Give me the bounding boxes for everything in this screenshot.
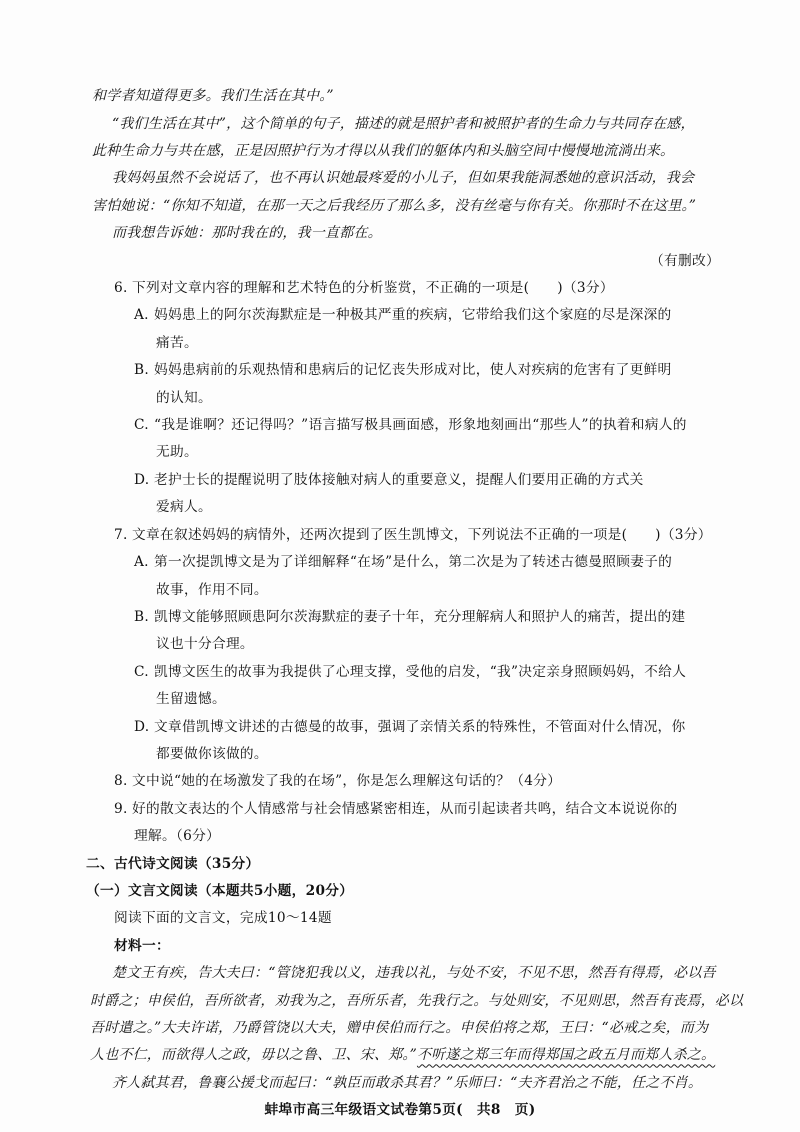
question-number: 6.	[114, 280, 128, 297]
classical-text-line: 楚文王有疾，告大夫曰：“管饶犯我以义，违我以礼，与处不安，不见不思，然吾有得焉，必以吾	[112, 965, 716, 982]
option-6b: B. 妈妈患病前的乐观热情和患病后的记忆丧失形成对比，使人对疾病的危害有了更鲜明	[134, 362, 672, 379]
question-9-stem: 9. 好的散文表达的个人情感常与社会情感紧密相连，从而引起读者共鸣，结合文本说说你的	[114, 794, 678, 824]
question-7-stem: 7. 文章在叙述妈妈的病情外，还两次提到了医生凯博文，下列说法不正确的一项是( )（3分）	[114, 520, 712, 550]
question-8-stem: 8. 文中说“她的在场激发了我的在场”，你是怎么理解这句话的？（4分）	[114, 766, 561, 796]
passage-line: 和学者知道得更多。我们生活在其中。”	[92, 88, 334, 105]
passage-line: 我妈妈虽然不会说话了，也不再认识她最疼爱的小儿子，但如果我能洞悉她的意识活动，我会	[112, 170, 695, 187]
option-6d-cont: 爱病人。	[156, 499, 212, 516]
option-6c-cont: 无助。	[156, 444, 198, 461]
question-9-cont: 理解。（6分）	[134, 828, 221, 845]
classical-text-line	[90, 1040, 715, 1070]
page-footer: 蚌埠市高三年级语文试卷第5页( 共8 页)	[264, 1102, 536, 1119]
passage-line: 而我想告诉她：那时我在的，我一直都在。	[112, 225, 382, 242]
option-6c: C. “我是谁啊？还记得吗？”语言描写极具画面感，形象地刻画出“那些人”的执着和病人的	[134, 417, 687, 434]
classical-text-line: 齐人弑其君，鲁襄公援戈而起曰：“孰臣而敢杀其君？”乐师曰：“夫齐君治之不能，任之不肖。	[112, 1074, 703, 1091]
option-6b-cont: 的认知。	[156, 389, 212, 406]
question-number: 7.	[114, 526, 128, 543]
passage-line: “我们生活在其中”，这个简单的句子，描述的就是照护者和被照护者的生命力与共同存在感，	[112, 115, 695, 132]
question-6-stem: 6. 下列对文章内容的理解和艺术特色的分析鉴赏，不正确的一项是( )（3分）	[114, 273, 614, 303]
question-number: 8.	[114, 773, 128, 790]
classical-text-line: 吾时遣之。”大夫许诺，乃爵管饶以大夫，赠申侯伯而行之。申侯伯将之郑，王曰：“必戒之矣，而为	[90, 1019, 709, 1036]
edit-note: （有删改）	[650, 252, 720, 269]
option-6a: A. 妈妈患上的阿尔茨海默症是一种极其严重的疾病，它带给我们这个家庭的尽是深深的	[134, 307, 672, 324]
material-label: 材料一：	[114, 937, 170, 954]
option-7b: B. 凯博文能够照顾患阿尔茨海默症的妻子十年，充分理解病人和照护人的痛苦，提出的建	[134, 608, 686, 625]
option-7b-cont: 议也十分合理。	[156, 636, 254, 653]
option-7c-cont: 生留遗憾。	[156, 691, 226, 708]
option-7a: A. 第一次提凯博文是为了详细解释“在场”是什么，第二次是为了转述古德曼照顾妻子的	[134, 554, 673, 571]
option-7c: C. 凯博文医生的故事为我提供了心理支撑，受他的启发，“我”决定亲身照顾妈妈，不给人	[134, 663, 687, 680]
classical-text-line: 时爵之；申侯伯，吾所欲者，劝我为之，吾所乐者，先我行之。与处则安，不见则思，然吾有丧焉，必以	[90, 992, 744, 1009]
question-number: 9.	[114, 800, 128, 817]
option-6a-cont: 痛苦。	[156, 334, 198, 351]
passage-line: 此种生命力与共在感，正是因照护行为才得以从我们的躯体内和头脑空间中慢慢地流淌出来。	[92, 143, 675, 160]
classical-text-plain: 人也不仁，而欲得人之政，毋以之鲁、卫、宋、郑。”	[90, 1047, 417, 1064]
sub-section-heading: （一）文言文阅读（本题共5小题，20分）	[86, 882, 354, 899]
section-heading: 二、古代诗文阅读（35分）	[86, 855, 260, 872]
option-6d: D. 老护士长的提醒说明了肢体接触对病人的重要意义，提醒人们要用正确的方式关	[134, 471, 644, 488]
wavy-underlined-sentence: 不听遂之郑三年而得郑国之政五月而郑人杀之。	[416, 1047, 716, 1064]
option-7a-cont: 故事，作用不同。	[156, 581, 268, 598]
reading-instruction: 阅读下面的文言文，完成10～14题	[114, 910, 332, 927]
passage-line: 害怕她说：“你知不知道，在那一天之后我经历了那么多，没有丝毫与你有关。你那时不在这里。”	[92, 197, 697, 214]
option-7d: D. 文章借凯博文讲述的古德曼的故事，强调了亲情关系的特殊性，不管面对什么情况，你	[134, 718, 686, 735]
option-7d-cont: 都要做你该做的。	[156, 745, 268, 762]
